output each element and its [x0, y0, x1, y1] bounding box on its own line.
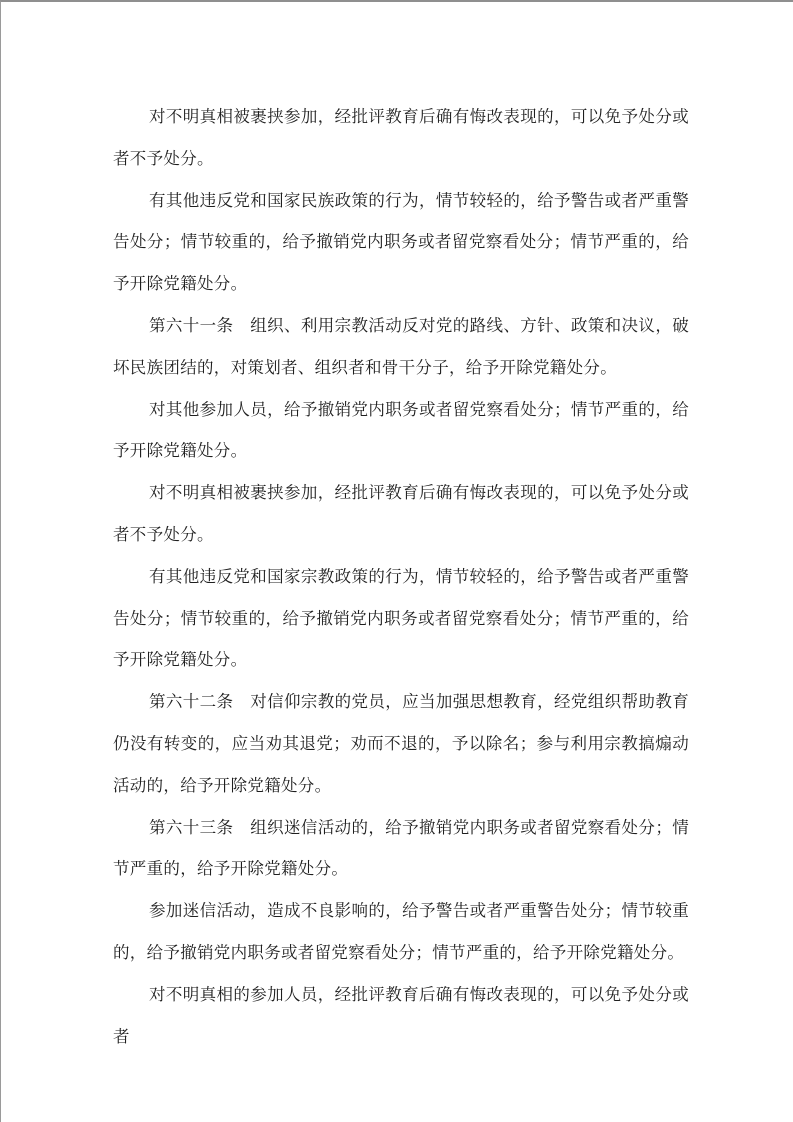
paragraph-article-61: 第六十一条 组织、利用宗教活动反对党的路线、方针、政策和决议，破坏民族团结的，对策划者、组织者和骨干分子，给予开除党籍处分。 — [113, 315, 689, 377]
paragraph: 参加迷信活动，造成不良影响的，给予警告或者严重警告处分；情节较重的，给予撤销党内职务或者留党察看处分；情节严重的，给予开除党籍处分。 — [113, 901, 689, 962]
paragraph-truncated: 对不明真相的参加人员，经批评教育后确有悔改表现的，可以免予处分或者 — [113, 984, 689, 1046]
document-text-block — [113, 96, 689, 1057]
paragraph: 有其他违反党和国家民族政策的行为，情节较轻的，给予警告或者严重警告处分；情节较重的，给予撤销党内职务或者留党察看处分；情节严重的，给予开除党籍处分。 — [113, 190, 689, 294]
paragraph-article-63: 第六十三条 组织迷信活动的，给予撤销党内职务或者留党察看处分；情节严重的，给予开除党籍处分。 — [113, 817, 689, 879]
paragraph: 对其他参加人员，给予撤销党内职务或者留党察看处分；情节严重的，给予开除党籍处分。 — [113, 399, 689, 461]
paragraph: 有其他违反党和国家宗教政策的行为，情节较轻的，给予警告或者严重警告处分；情节较重的，给予撤销党内职务或者留党察看处分；情节严重的，给予开除党籍处分。 — [113, 566, 689, 670]
paragraph-article-62: 第六十二条 对信仰宗教的党员，应当加强思想教育，经党组织帮助教育仍没有转变的，应当劝其退党；劝而不退的，予以除名；参与利用宗教搞煽动活动的，给予开除党籍处分。 — [113, 692, 689, 795]
paragraph: 对不明真相被裹挟参加，经批评教育后确有悔改表现的，可以免予处分或者不予处分。 — [113, 107, 689, 168]
paragraph: 对不明真相被裹挟参加，经批评教育后确有悔改表现的，可以免予处分或者不予处分。 — [113, 483, 689, 544]
